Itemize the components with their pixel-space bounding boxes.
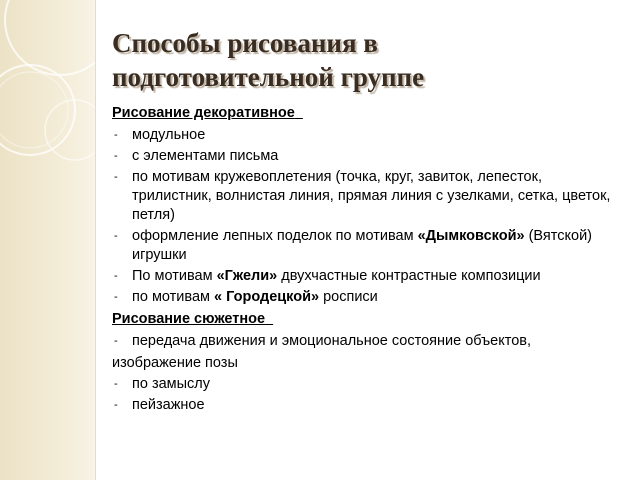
- slide-content: [112, 104, 612, 418]
- slide-title: [112, 26, 612, 94]
- list-item: [112, 332, 612, 351]
- bullet-mark: -: [114, 230, 118, 242]
- continuation-text: изображение позы: [112, 355, 238, 371]
- list-item: [112, 267, 612, 286]
- bullet-mark: -: [114, 270, 118, 282]
- sidebar-edge: [95, 0, 96, 480]
- list-item-bold: «Гжели»: [216, 268, 278, 284]
- decorative-sidebar: [0, 0, 95, 480]
- list-item-text: двухчастные контрастные композиции: [277, 268, 541, 284]
- bullet-mark: -: [114, 335, 118, 347]
- list-item-text: по мотивам: [132, 289, 215, 305]
- list-item-text: пейзажное: [132, 397, 205, 413]
- bullet-mark: -: [114, 399, 118, 411]
- list-item-text: передача движения и эмоциональное состояние объектов,: [132, 333, 531, 349]
- list-item: [112, 147, 612, 166]
- list-item-bold: «Дымковской»: [417, 228, 525, 244]
- list-item-text: с элементами письма: [132, 148, 279, 164]
- list-item-text: (Вятской) игрушки: [132, 228, 593, 263]
- title-line-2: подготовительной группе: [112, 62, 425, 92]
- decorative-list: [112, 126, 612, 307]
- section-heading-plot: Рисование сюжетное: [112, 311, 266, 327]
- list-item-text: росписи: [319, 289, 378, 305]
- plot-list: [112, 332, 612, 351]
- circle-ornament: [0, 0, 95, 480]
- list-item: [112, 168, 612, 225]
- bullet-mark: -: [114, 291, 118, 303]
- bullet-mark: -: [114, 150, 118, 162]
- bullet-mark: -: [114, 378, 118, 390]
- list-item-text: оформление лепных поделок по мотивам: [132, 228, 418, 244]
- plot-list-rest: [112, 375, 612, 415]
- list-item-text: модульное: [132, 127, 206, 143]
- list-item: [112, 227, 612, 265]
- bullet-mark: -: [114, 171, 118, 183]
- list-item: [112, 396, 612, 415]
- title-line-1: Способы рисования в: [112, 28, 378, 58]
- list-item: [112, 375, 612, 394]
- section-heading-decorative: Рисование декоративное: [112, 105, 295, 121]
- list-item: [112, 126, 612, 145]
- list-item-bold: « Городецкой»: [214, 289, 320, 305]
- list-item: [112, 288, 612, 307]
- list-item-text: по мотивам кружевоплетения (точка, круг, завиток, лепесток, трилистник, волнистая линия, прямая линия с узелками, сетка, цветок, петля): [132, 169, 611, 223]
- list-item-text: по замыслу: [132, 376, 211, 392]
- bullet-mark: -: [114, 129, 118, 141]
- list-item-text: По мотивам: [132, 268, 217, 284]
